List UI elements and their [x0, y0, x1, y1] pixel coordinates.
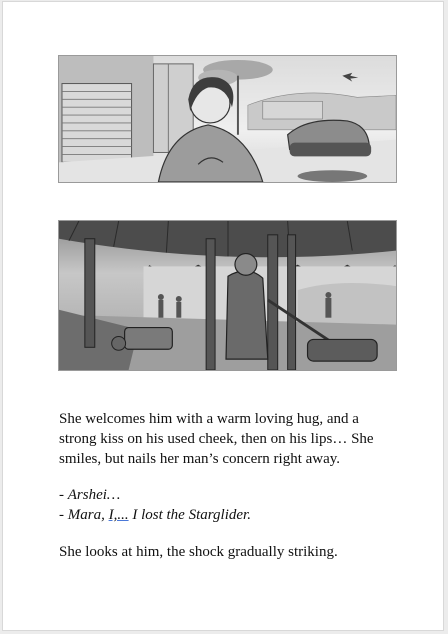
dialogue-text-pre: Mara,: [67, 507, 109, 523]
dialogue-block: [59, 485, 399, 525]
spellcheck-marked-word[interactable]: I,...: [108, 507, 129, 523]
dialogue-text: Arshei…: [67, 487, 121, 503]
dialogue-line-1: [59, 485, 399, 505]
illustration-street-scene: [58, 55, 397, 183]
document-page: [2, 1, 444, 631]
dialogue-dash: -: [59, 487, 68, 503]
dialogue-dash: -: [59, 507, 68, 523]
narration-paragraph-2: She looks at him, the shock gradually striking.: [59, 544, 338, 560]
dialogue-line-2: [59, 505, 399, 525]
illustration-hangar-scene: [58, 220, 397, 371]
narration-paragraph-1: She welcomes him with a warm loving hug, and a strong kiss on his used cheek, then on his lips… She smiles, but nails her man’s concern right away.: [59, 411, 374, 467]
dialogue-text-post: I lost the Starglider.: [128, 507, 251, 523]
